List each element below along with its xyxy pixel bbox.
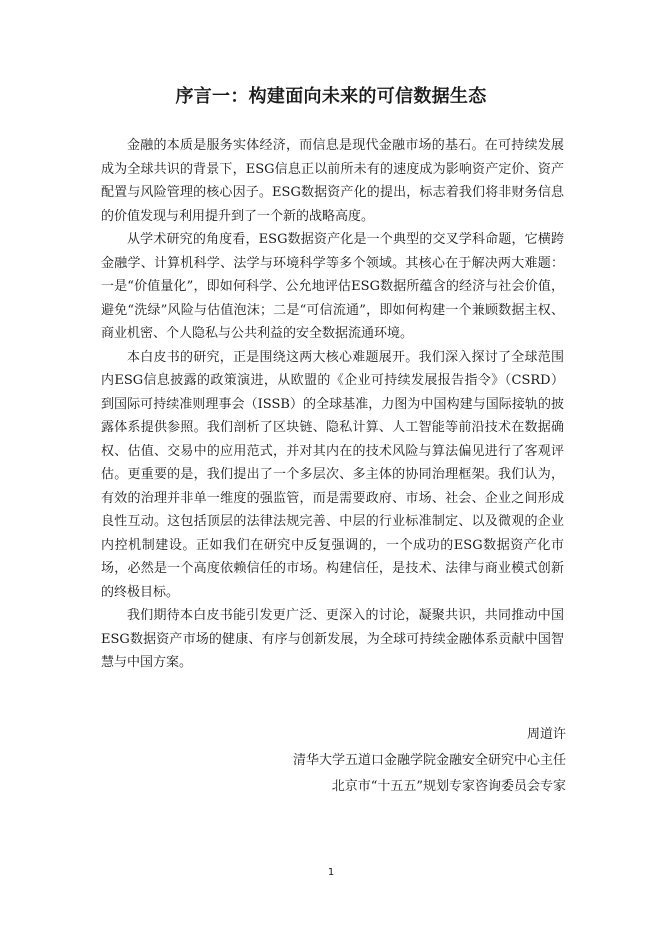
page-number: 1 [327,867,335,878]
signature-block [293,722,566,800]
paragraph-3: 本白皮书的研究，正是围绕这两大核心难题展开。我们深入探讨了全球范围内ESG信息披露的政策演进，从欧盟的《企业可持续发展报告指令》（CSRD）到国际可持续准则理事会（ISSB）的全球基准，力图为中国构建与国际接轨的披露体系提供参照。我们剖析了区块链、隐私计算、人工智能等前沿技术在数据确权、估值、交易中的应用范式，并对其内在的技术风险与算法偏见进行了客观评估。更重要的是，我们提出了一个多层次、多主体的协同治理框架。我们认为，有效的治理并非单一维度的强监管，而是需要政府、市场、社会、企业之间形成良性互动。这包括顶层的法律法规完善、中层的行业标准制定、以及微观的企业内控机制建设。正如我们在研究中反复强调的，一个成功的ESG数据资产化市场，必然是一个高度依赖信任的市场。构建信任，是技术、法律与商业模式创新的终极目标。 [101,349,564,600]
paragraph-4: 我们期待本白皮书能引发更广泛、更深入的讨论，凝聚共识，共同推动中国ESG数据资产市场的健康、有序与创新发展，为全球可持续金融体系贡献中国智慧与中国方案。 [101,608,564,670]
page-title: 序言一：构建面向未来的可信数据生态 [175,86,487,107]
body-text [101,134,564,675]
paragraph-1: 金融的本质是服务实体经济，而信息是现代金融市场的基石。在可持续发展成为全球共识的背景下，ESG信息正以前所未有的速度成为影响资产定价、资产配置与风险管理的核心因子。ESG数据资产化的提出，标志着我们将非财务信息的价值发现与利用提升到了一个新的战略高度。 [101,138,564,224]
signature-affiliation: 清华大学五道口金融学院金融安全研究中心主任 [292,753,566,768]
paragraph-2: 从学术研究的角度看，ESG数据资产化是一个典型的交叉学科命题，它横跨金融学、计算机科学、法学与环境科学等多个领域。其核心在于解决两大难题：一是“价值量化”，即如何科学、公允地评估ESG数据所蕴含的经济与社会价值，避免“洗绿”风险与估值泡沫；二是“可信流通”，即如何构建一个兼顾数据主权、商业机密、个人隐私与公共利益的安全数据流通环境。 [101,232,564,341]
signature-role: 北京市“十五五”规划专家咨询委员会专家 [331,779,566,794]
signature-name: 周道许 [526,727,566,742]
